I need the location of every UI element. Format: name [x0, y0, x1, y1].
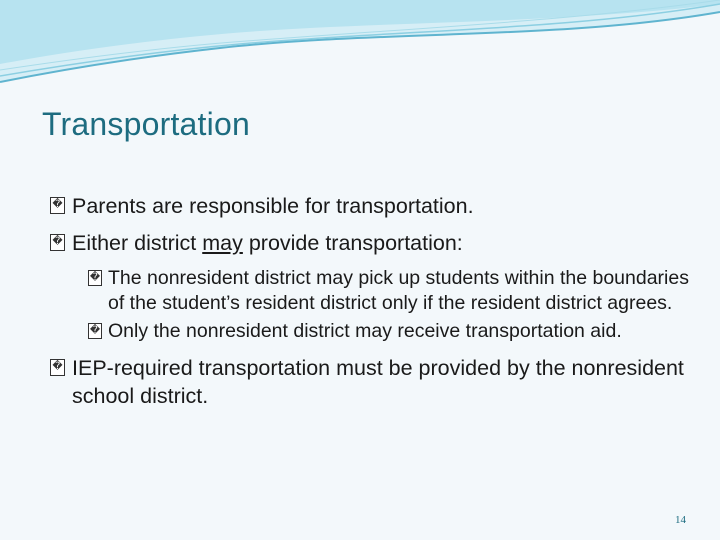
sub-bullet-text: The nonresident district may pick up students within the boundaries of the student’s resident district only if the resident district agrees.: [108, 267, 689, 314]
sub-bullet-text: Only the nonresident district may receive transportation aid.: [108, 320, 622, 342]
bullet-item: [50, 229, 700, 257]
bullet-underlined-word: may: [202, 231, 243, 255]
bullet-text: IEP-required transportation must be provided by the nonresident school district.: [72, 355, 684, 408]
sub-bullet-item: [80, 319, 700, 344]
bullet-text-part: provide transportation:: [242, 231, 463, 255]
bullet-marker-icon: �: [50, 197, 65, 214]
slide-title: Transportation: [42, 106, 250, 142]
bullet-item: [50, 192, 700, 220]
bullet-text-part: Either district: [72, 231, 203, 255]
bullet-marker-icon: �: [50, 234, 65, 251]
sub-bullet-item: [80, 266, 700, 315]
slide-body: [50, 192, 700, 419]
page-number: 14: [675, 514, 686, 526]
header-wave-decoration: [0, 0, 720, 90]
bullet-text: Parents are responsible for transportation.: [72, 194, 474, 218]
bullet-marker-icon: �: [88, 270, 102, 286]
bullet-marker-icon: �: [50, 359, 65, 376]
bullet-marker-icon: �: [88, 323, 102, 339]
bullet-item: [50, 354, 700, 410]
